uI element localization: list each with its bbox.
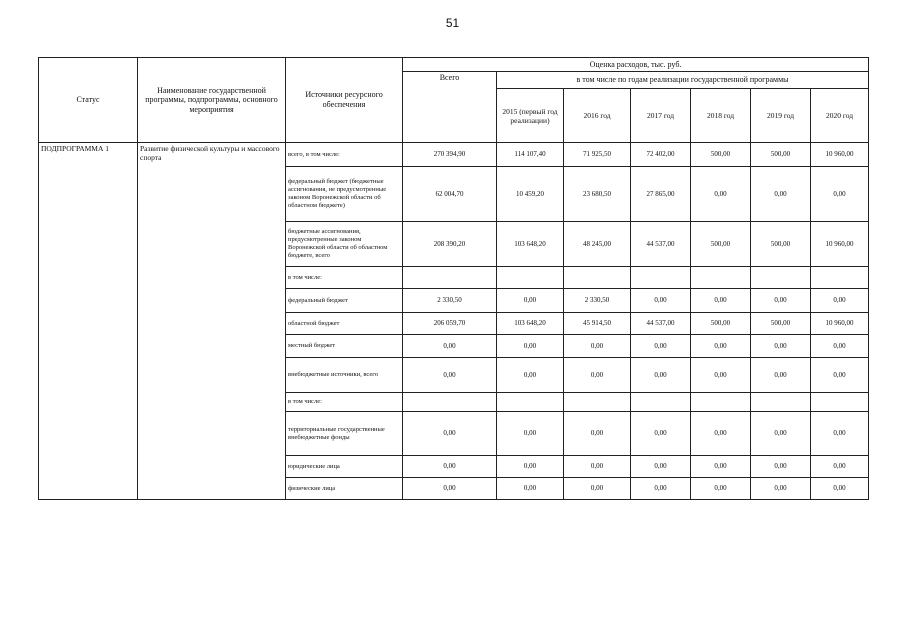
value-cell: 500,00 — [691, 313, 751, 335]
value-cell: 44 537,00 — [631, 313, 691, 335]
value-cell: 72 402,00 — [631, 143, 691, 167]
value-cell: 71 925,50 — [564, 143, 631, 167]
value-cell: 0,00 — [751, 456, 811, 478]
header-year-2015: 2015 (первый год реализации) — [497, 89, 564, 143]
value-cell — [691, 267, 751, 289]
value-cell: 0,00 — [403, 456, 497, 478]
value-cell — [497, 393, 564, 412]
value-cell: 0,00 — [811, 335, 869, 358]
source-cell: юридические лица — [286, 456, 403, 478]
value-cell: 10 960,00 — [811, 143, 869, 167]
value-cell: 103 648,20 — [497, 222, 564, 267]
value-cell: 0,00 — [691, 335, 751, 358]
value-cell: 0,00 — [811, 289, 869, 313]
value-cell — [564, 393, 631, 412]
value-cell: 0,00 — [631, 358, 691, 393]
value-cell: 0,00 — [564, 358, 631, 393]
source-cell: в том числе: — [286, 267, 403, 289]
value-cell: 0,00 — [497, 456, 564, 478]
value-cell: 500,00 — [751, 222, 811, 267]
value-cell: 208 390,20 — [403, 222, 497, 267]
value-cell — [751, 267, 811, 289]
value-cell: 10 459,20 — [497, 167, 564, 222]
value-cell: 0,00 — [497, 478, 564, 500]
value-cell: 0,00 — [751, 167, 811, 222]
table-row — [39, 143, 869, 167]
value-cell — [497, 267, 564, 289]
program-status: ПОДПРОГРАММА 1 — [39, 143, 138, 500]
value-cell: 0,00 — [631, 456, 691, 478]
value-cell — [691, 393, 751, 412]
value-cell — [403, 267, 497, 289]
value-cell: 0,00 — [811, 412, 869, 456]
value-cell: 0,00 — [631, 289, 691, 313]
value-cell: 0,00 — [751, 289, 811, 313]
value-cell: 44 537,00 — [631, 222, 691, 267]
header-name: Наименование государственной программы, подпрограммы, основного мероприятия — [138, 58, 286, 143]
value-cell — [631, 393, 691, 412]
value-cell: 0,00 — [751, 335, 811, 358]
value-cell — [811, 267, 869, 289]
source-cell: территориальные государственные внебюджетные фонды — [286, 412, 403, 456]
value-cell: 0,00 — [631, 478, 691, 500]
value-cell: 0,00 — [811, 456, 869, 478]
budget-table — [38, 57, 869, 500]
value-cell: 0,00 — [691, 478, 751, 500]
value-cell: 0,00 — [403, 412, 497, 456]
value-cell: 0,00 — [631, 412, 691, 456]
value-cell: 0,00 — [751, 478, 811, 500]
value-cell: 62 004,70 — [403, 167, 497, 222]
value-cell: 0,00 — [751, 358, 811, 393]
value-cell: 270 394,90 — [403, 143, 497, 167]
value-cell: 27 865,00 — [631, 167, 691, 222]
program-name: Развитие физической культуры и массового спорта — [138, 143, 286, 500]
value-cell: 10 960,00 — [811, 222, 869, 267]
value-cell: 2 330,50 — [403, 289, 497, 313]
value-cell: 10 960,00 — [811, 313, 869, 335]
source-cell: местный бюджет — [286, 335, 403, 358]
source-cell: федеральный бюджет (бюджетные ассигнования, не предусмотренные законом Воронежской области об областном бюджете) — [286, 167, 403, 222]
value-cell: 0,00 — [811, 478, 869, 500]
value-cell — [751, 393, 811, 412]
value-cell: 500,00 — [751, 143, 811, 167]
value-cell: 0,00 — [631, 335, 691, 358]
value-cell: 45 914,50 — [564, 313, 631, 335]
value-cell — [631, 267, 691, 289]
header-status: Статус — [39, 58, 138, 143]
value-cell: 0,00 — [691, 358, 751, 393]
value-cell: 206 059,70 — [403, 313, 497, 335]
value-cell: 0,00 — [811, 167, 869, 222]
value-cell — [811, 393, 869, 412]
source-cell: областной бюджет — [286, 313, 403, 335]
value-cell: 0,00 — [691, 456, 751, 478]
value-cell: 0,00 — [497, 335, 564, 358]
header-year-2019: 2019 год — [751, 89, 811, 143]
page-number: 51 — [445, 16, 460, 30]
value-cell: 114 107,40 — [497, 143, 564, 167]
value-cell: 500,00 — [691, 143, 751, 167]
value-cell: 0,00 — [564, 478, 631, 500]
header-year-2017: 2017 год — [631, 89, 691, 143]
value-cell: 0,00 — [811, 358, 869, 393]
source-cell: федеральный бюджет — [286, 289, 403, 313]
value-cell: 48 245,00 — [564, 222, 631, 267]
value-cell: 0,00 — [497, 358, 564, 393]
value-cell — [403, 393, 497, 412]
value-cell: 2 330,50 — [564, 289, 631, 313]
header-year-2018: 2018 год — [691, 89, 751, 143]
value-cell: 0,00 — [691, 412, 751, 456]
header-by-years: в том числе по годам реализации государственной программы — [497, 72, 869, 89]
value-cell: 103 648,20 — [497, 313, 564, 335]
value-cell: 0,00 — [497, 412, 564, 456]
value-cell: 0,00 — [403, 358, 497, 393]
header-total: Всего — [403, 72, 497, 143]
source-cell: всего, в том числе: — [286, 143, 403, 167]
value-cell: 23 680,50 — [564, 167, 631, 222]
source-cell: внебюджетные источники, всего — [286, 358, 403, 393]
value-cell: 0,00 — [691, 289, 751, 313]
source-cell: в том числе: — [286, 393, 403, 412]
header-estimate: Оценка расходов, тыс. руб. — [403, 58, 869, 72]
value-cell: 0,00 — [691, 167, 751, 222]
value-cell: 0,00 — [564, 412, 631, 456]
value-cell: 500,00 — [691, 222, 751, 267]
value-cell: 0,00 — [403, 335, 497, 358]
header-sources: Источники ресурсного обеспечения — [286, 58, 403, 143]
value-cell: 500,00 — [751, 313, 811, 335]
value-cell: 0,00 — [403, 478, 497, 500]
value-cell: 0,00 — [497, 289, 564, 313]
value-cell: 0,00 — [564, 456, 631, 478]
header-year-2016: 2016 год — [564, 89, 631, 143]
value-cell: 0,00 — [564, 335, 631, 358]
value-cell — [564, 267, 631, 289]
source-cell: физические лица — [286, 478, 403, 500]
header-year-2020: 2020 год — [811, 89, 869, 143]
source-cell: бюджетные ассигнования, предусмотренные законом Воронежской области об областном бюджете, всего — [286, 222, 403, 267]
value-cell: 0,00 — [751, 412, 811, 456]
